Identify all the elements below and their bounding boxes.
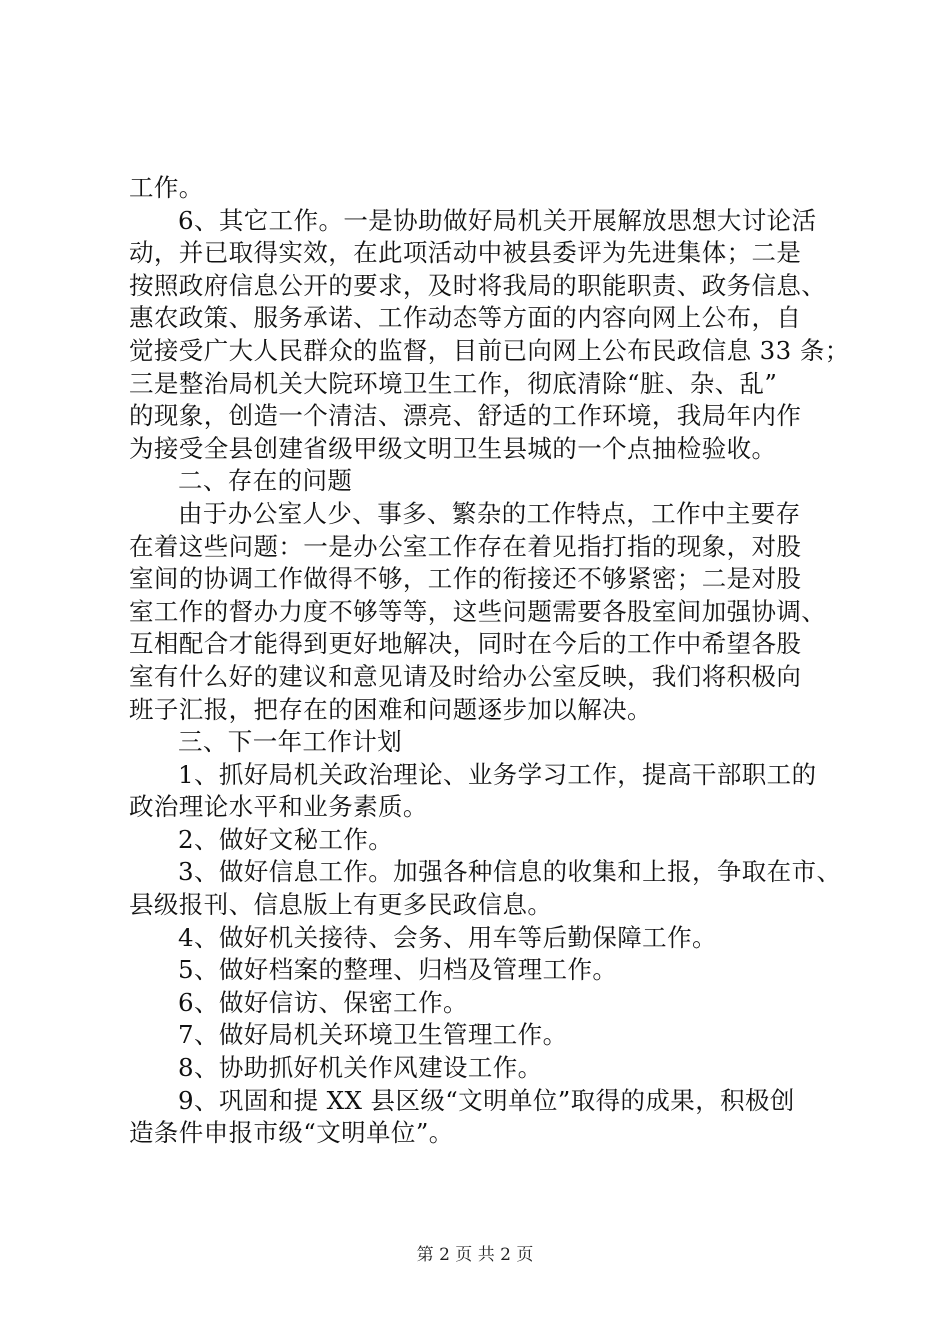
page-footer: 第 2 页 共 2 页 (416, 1245, 534, 1265)
text-line: 互相配合才能得到更好地解决，同时在今后的工作中希望各股 (129, 629, 802, 659)
text-line: 室工作的督办力度不够等等，这些问题需要各股室间加强协调、 (129, 596, 827, 626)
text-line: 9、巩固和提 XX 县区级“文明单位”取得的成果，积极创 (178, 1085, 795, 1115)
text-line: 4、做好机关接待、会务、用车等后勤保障工作。 (178, 922, 717, 952)
text-line: 动，并已取得实效，在此项活动中被县委评为先进集体；二是 (129, 238, 802, 268)
text-line: 工作。 (129, 173, 204, 202)
text-line: 7、做好局机关环境卫生管理工作。 (178, 1020, 568, 1050)
text-line: 由于办公室人少、事多、繁杂的工作特点，工作中主要存 (178, 498, 801, 528)
document-body (129, 172, 869, 1150)
text-line: 政治理论水平和业务素质。 (129, 792, 428, 822)
text-line: 5、做好档案的整理、归档及管理工作。 (178, 955, 618, 985)
text-line: 8、协助抓好机关作风建设工作。 (178, 1053, 543, 1083)
text-line: 造条件申报市级“文明单位”。 (129, 1118, 454, 1148)
text-line: 1、抓好局机关政治理论、业务学习工作，提高干部职工的 (178, 759, 817, 789)
text-line: 县级报刊、信息版上有更多民政信息。 (129, 890, 553, 920)
text-line: 三、下一年工作计划 (178, 727, 403, 757)
text-line: 在着这些问题：一是办公室工作存在着见指打指的现象，对股 (129, 531, 802, 561)
text-line: 觉接受广大人民群众的监督，目前已向网上公布民政信息 33 条； (129, 335, 850, 365)
text-line: 的现象，创造一个清洁、漂亮、舒适的工作环境，我局年内作 (129, 401, 802, 431)
text-line: 3、做好信息工作。加强各种信息的收集和上报，争取在市、 (178, 857, 842, 887)
text-line: 室间的协调工作做得不够，工作的衔接还不够紧密；二是对股 (129, 564, 802, 594)
text-line: 室有什么好的建议和意见请及时给办公室反映，我们将积极向 (129, 661, 802, 691)
text-line: 三是整治局机关大院环境卫生工作，彻底清除“脏、杂、乱” (129, 368, 778, 398)
text-line: 为接受全县创建省级甲级文明卫生县城的一个点抽检验收。 (129, 433, 777, 463)
text-line: 惠农政策、服务承诺、工作动态等方面的内容向网上公布，自 (129, 303, 802, 333)
text-line: 二、存在的问题 (178, 466, 353, 496)
text-line: 6、其它工作。一是协助做好局机关开展解放思想大讨论活 (178, 205, 817, 235)
text-line: 2、做好文秘工作。 (178, 824, 394, 854)
text-line: 按照政府信息公开的要求，及时将我局的职能职责、政务信息、 (129, 270, 827, 300)
text-line: 班子汇报，把存在的困难和问题逐步加以解决。 (129, 694, 652, 724)
text-line: 6、做好信访、保密工作。 (178, 987, 468, 1017)
